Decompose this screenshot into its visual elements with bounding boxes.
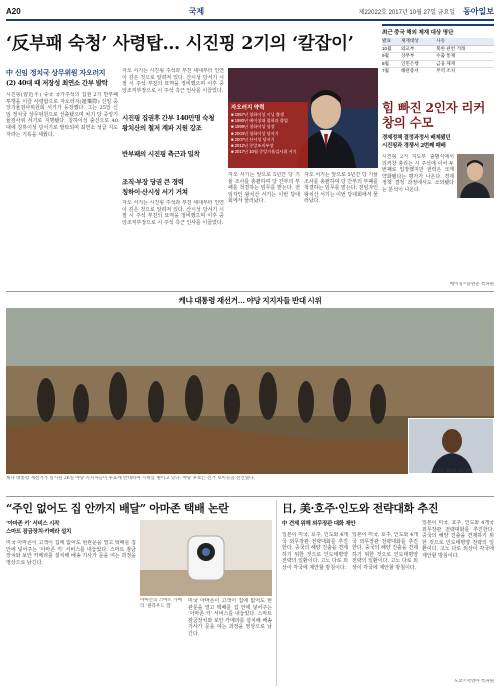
inset-caption: 우후루 케냐타 대통령 bbox=[432, 468, 470, 473]
table-row bbox=[382, 38, 494, 45]
profile-box bbox=[228, 102, 308, 168]
japan-body-1: 일본이 미국, 호주, 인도와 4개국 외무장관 전략대화를 추진한다. 중국의 해양 진출을 견제하기 위한 것으로 인도태평양 전략의 일환이다. 고노 다로 외상이 각국에 제안할 방침이다. bbox=[282, 532, 348, 571]
top-rule bbox=[6, 19, 494, 21]
table-cell: 인민은행 bbox=[401, 60, 436, 68]
page-number: A20 bbox=[6, 6, 21, 16]
amazon-subhead-2: 스마트 잠금장치·카메라 설치 bbox=[6, 529, 72, 535]
sidebar-subhead-1: 경제정책 결정과정서 배제됐던 bbox=[382, 135, 451, 141]
camera-illustration bbox=[140, 520, 272, 596]
profile-box-row: ■ 2003년 칭하이성 당서기 bbox=[231, 130, 279, 136]
sidebar-table bbox=[382, 24, 494, 96]
profile-box-row: ■ 2017년 10월 중앙기율검사위 서기 bbox=[231, 149, 297, 155]
masthead bbox=[6, 4, 494, 18]
table-cell: 북한 관련 거래 bbox=[436, 45, 494, 53]
lead-body-right-2: 자오 서기는 앞으로 5년간 당 기율 조사를 총괄하며 당 간부의 부패를 척결하는 임무를 맡는다. 전임자인 왕치산 서기는 이번 당대회에서 물러났다. bbox=[304, 172, 378, 205]
sidebar-body: 시진핑 2기 지도부 출범식에서 리커창 총리는 시 주석에 이어 두 번째로 입장했지만 권력은 크게 약화됐다는 평가가 나온다. 경제정책 결정 과정에서도 소외됐다는 분석이 나온다. bbox=[382, 154, 454, 193]
section-divider bbox=[6, 291, 494, 292]
table-cell: 무역 조치 bbox=[436, 68, 456, 73]
table-cell: 상무부 bbox=[401, 53, 436, 61]
table-cell: 외교부 bbox=[401, 45, 436, 53]
amazon-camera-photo bbox=[140, 520, 272, 596]
table-cell: 8월 bbox=[382, 60, 401, 68]
sidebar-headline: 힘 빠진 2인자 리커창의 수모 bbox=[382, 100, 485, 130]
table-cell: 해관총서 bbox=[400, 68, 419, 73]
profile-box-row: ■ 1980년 베이징대 철학과 졸업 bbox=[231, 118, 288, 124]
japan-subhead: 中 견제 위해 외무장관 대화 제안 bbox=[282, 521, 356, 527]
lead-subhead-2: (2) 40대 때 저장성 최연소 간부 발탁 bbox=[6, 79, 108, 87]
photo-story-headline: 케냐 대통령 재선거… 야당 지지자들 반대 시위 bbox=[178, 296, 322, 305]
table-cell: 금융 제재 bbox=[436, 60, 494, 68]
table-cell: 제재대상 bbox=[401, 38, 436, 45]
amazon-body: 미국 아마존이 고객이 집에 없어도 현관문을 열고 택배를 집 안에 넣어주는 ‘아마존 키’ 서비스를 내놓았다. 스마트 잠금장치와 보안 카메라를 설치해 배송 기사가 문을 여는 과정을 영상으로 남긴다. bbox=[6, 540, 136, 566]
lead-mid-headline-1: 시진핑 집권후 간부 140만명 숙청 bbox=[122, 114, 215, 122]
table-row bbox=[382, 60, 494, 68]
portrait-illustration bbox=[457, 154, 494, 198]
sidebar-subhead-2: 시진핑과 경쟁서 2번째 패배 bbox=[382, 143, 446, 149]
japan-byline: 도쿄=서영아 특파원 bbox=[454, 679, 494, 684]
sidebar-table-title: 최근 중국 해외 제재 대상 명단 bbox=[382, 30, 454, 36]
issue-info: 제22022호 2017년 10월 27일 금요일 bbox=[358, 9, 456, 16]
paper-name: 동아일보 bbox=[463, 6, 494, 16]
lead-body-left: 시진핑(習近平) 중국 국가주석의 집권 2기 반부패 투쟁을 이끌 사령탑으로 자오러지(趙樂際) 신임 중앙기율검사위원회 서기가 등장했다. 그는 25일 신임 정치국 상무위원으로 선출됐으며 차기 당 중앙기율검사위 서기로 지명됐다. 칭하이성 출신으로 40대에 칭하이성 당서기로 발탁되며 최연소 성급 지도자라는 기록을 세웠다. bbox=[6, 92, 118, 138]
section-divider bbox=[6, 496, 494, 497]
lead-mid-headline-2: 왕치산의 철저 계파 지원 강조 bbox=[122, 124, 202, 132]
lead-body-mid: 자오 서기는 시진핑 주석과 부친 세대부터 인연이 깊은 것으로 알려져 있다. 산시성 당서기 시절 시 주석 부친의 묘역을 정비했으며 이후 중앙조직부장으로 시 주석 측근 인사를 이끌었다. bbox=[122, 200, 224, 226]
lead-subhead-1: 中 신임 정치국 상무위원 자오러지 bbox=[6, 68, 106, 77]
profile-box-row: ■ 2012년 중앙조직부장 bbox=[231, 143, 274, 149]
lead-mid-headline-5: 칭하이·산시성 서기 거쳐 bbox=[122, 188, 188, 196]
amazon-photo-caption: 아마존의 스마트 카메라 ‘클라우드 캠’ bbox=[140, 598, 182, 609]
table-cell: 10월 bbox=[382, 45, 401, 53]
amazon-subhead-1: ‘아마존 키’ 서비스 시작 bbox=[6, 521, 60, 527]
lead-mid-headline-4: 조직·부장 당권 큰 경력 bbox=[122, 178, 184, 186]
table-row bbox=[382, 53, 494, 61]
table-row bbox=[382, 68, 494, 75]
amazon-headline: “주인 없어도 집 안까지 배달” 아마존 택배 논란 bbox=[6, 502, 229, 515]
table-cell: 9월 bbox=[382, 53, 401, 61]
lead-body-mid-intro: 자오 서기는 시진핑 주석과 부친 세대부터 인연이 깊은 것으로 알려져 있다. 산시성 당서기 시절 시 주석 부친의 묘역을 정비했으며 이후 중앙조직부장으로 시 주석 측근 인사를 이끌었다. bbox=[122, 68, 224, 94]
profile-box-row: ■ 1999년 칭하이성 성장 bbox=[231, 124, 275, 130]
lead-mid-headline-3: 반부패의 시진핑 측근과 밀착 bbox=[122, 150, 200, 158]
sidebar-portrait-photo bbox=[457, 154, 494, 198]
sidebar-data-table bbox=[382, 38, 494, 75]
amazon-body-2: 미국 아마존이 고객이 집에 없어도 현관문을 열고 택배를 집 안에 넣어주는 ‘아마존 키’ 서비스를 내놓았다. 스마트 잠금장치와 보안 카메라를 설치해 배송 기사가 문을 여는 과정을 영상으로 남긴다. bbox=[188, 598, 272, 637]
lead-headline: ‘反부패 숙청’ 사령탑… 시진핑 2기의 ‘칼잡이’ bbox=[6, 34, 354, 54]
column-divider bbox=[276, 500, 277, 686]
photo-story-caption: 케냐 대통령 재선거가 실시된 26일 야당 지지자들이 투표에 반대하며 시위를 벌이고 있다. 야당 후보는 선거 보이콧을 선언했다. bbox=[6, 476, 255, 481]
table-cell: 수출 통제 bbox=[436, 53, 494, 61]
table-cell: 발표 bbox=[382, 38, 401, 45]
table-cell: 사유 bbox=[436, 38, 494, 45]
lead-body-right-1: 자오 서기는 앞으로 5년간 당 기율 조사를 총괄하며 당 간부의 부패를 척결하는 임무를 맡는다. 전임자인 왕치산 서기는 이번 당대회에서 물러났다. bbox=[228, 172, 300, 205]
japan-body-2: 일본이 미국, 호주, 인도와 4개국 외무장관 전략대화를 추진한다. 중국의 해양 진출을 견제하기 위한 것으로 인도태평양 전략의 일환이다. 고노 다로 외상이 각국에 제안할 방침이다. bbox=[352, 532, 418, 571]
profile-box-title: 자오러지 약력 bbox=[231, 105, 265, 111]
portrait-illustration bbox=[409, 419, 494, 474]
section-title: 국제 bbox=[188, 6, 205, 16]
table-cell: 7월 bbox=[382, 68, 389, 73]
profile-box-row: ■ 1957년 칭하이성 시닝 출생 bbox=[231, 112, 284, 117]
japan-headline: 日, 美·호주·인도와 전략대화 추진 bbox=[282, 502, 439, 515]
table-row bbox=[382, 45, 494, 53]
profile-box-row: ■ 2007년 산시성 당서기 bbox=[231, 136, 275, 142]
kenyatta-inset-photo bbox=[408, 418, 494, 474]
japan-body-3: 일본이 미국, 호주, 인도와 4개국 외무장관 전략대화를 추진한다. 중국의 해양 진출을 견제하기 위한 것으로 인도태평양 전략의 일환이다. 고노 다로 외상이 각국에 제안할 방침이다. bbox=[422, 520, 494, 559]
sidebar-byline: 베이징=윤완준 특파원 bbox=[449, 282, 494, 287]
